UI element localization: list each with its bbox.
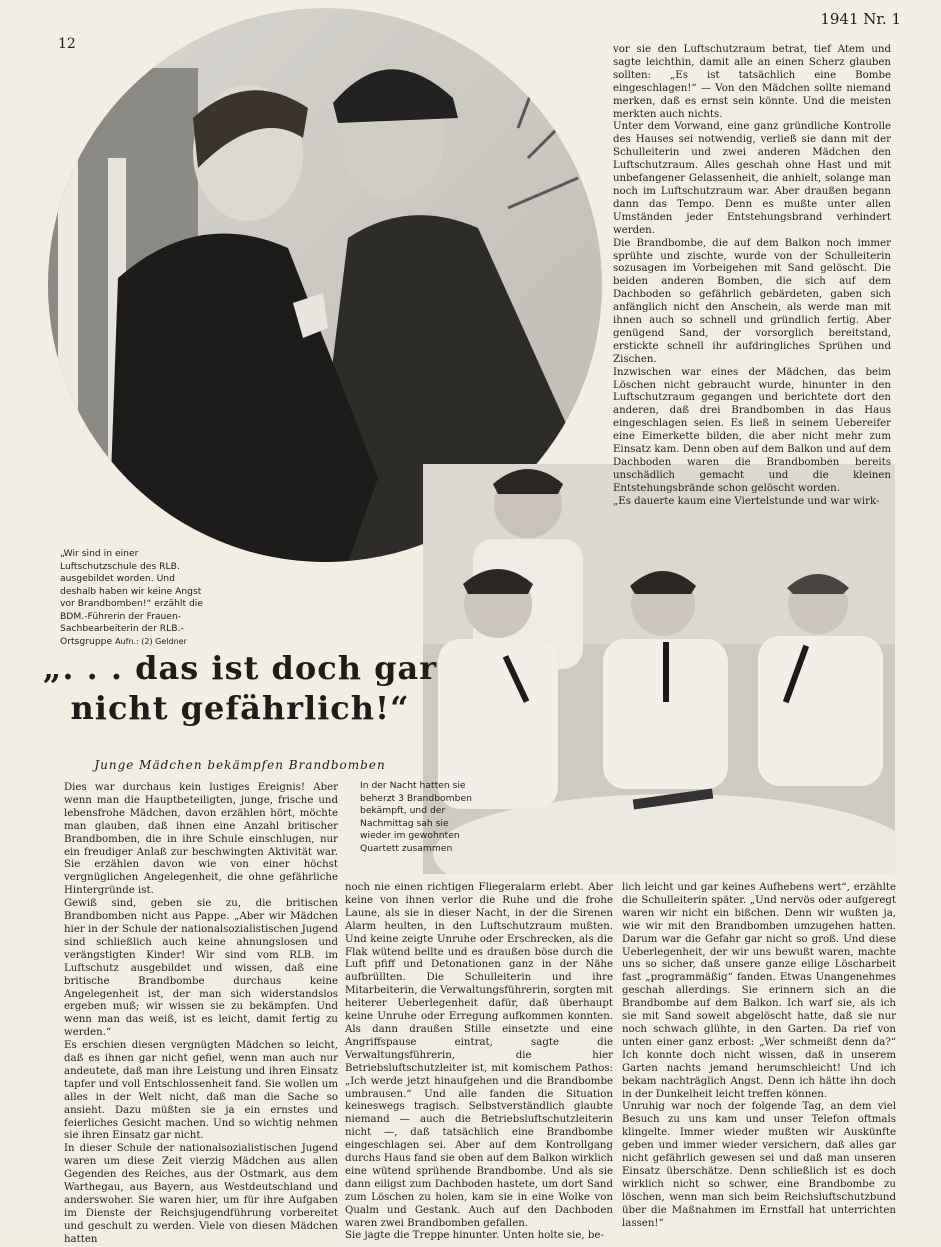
headline-line-2: nicht gefährlich!“ [70, 689, 410, 727]
subtitle: Junge Mädchen bekämpfen Brandbomben [94, 758, 386, 772]
paragraph: lich leicht und gar keines Aufhebens wert“, erzählte die Schulleiterin später. „Und nervös oder aufgeregt waren wir nicht ein bißchen. Denn wir wußten ja, wie wir mit den Brandbomben umzugehen hatten. Darum war die Gefahr gar nicht so groß. Und diese Ueberlegenheit, der wir uns bewußt waren, machte uns so sicher, daß unsere ganze eilige Löscharbeit fast „programmäßig“ fanden. Etwas Unangenehmes geschah allerdings. Sie erinnern sich an die Brandbombe auf dem Balkon. Ich warf sie, als ich sie mit Sand soweit abgelöscht hatte, daß sie nur noch schwach glühte, in den Garten. Da rief von unten einer ganz erbost: „Wer schmeißt denn da?“ Ich konnte doch nicht wissen, daß in unserem Garten nachts jemand herumschleicht! Und ich bekam nachträglich Angst. Denn ich hätte ihn doch in der Dunkelheit leicht treffen können. [622, 882, 896, 1100]
column-1 [64, 782, 338, 1247]
paragraph: Es erschien diesen vergnügten Mädchen so leicht, daß es ihnen gar nicht gefiel, wenn man auch nur andeutete, daß man ihre Leistung und ihren Einsatz tapfer und voll Entschlossenheit fand. Sie wollen um alles in der Welt nicht, daß man die Sache so ansieht. Dazu müßten sie ja ein ernstes und feierliches Gesicht machen. Und so wichtig nehmen sie ihren Einsatz gar nicht. [64, 1040, 338, 1142]
paragraph: Unruhig war noch der folgende Tag, an dem viel Besuch zu uns kam und unser Telefon oftmals klingelte. Immer wieder mußten wir Auskünfte geben und immer wieder versichern, daß alles gar nicht gefährlich gewesen sei und daß man unseren Einsatz überschätze. Denn schließlich ist es doch wirklich nicht so schwer, eine Brandbombe zu löschen, wenn man sich beim Reichsluftschutzbund über die Maßnahmen im Ernstfall hat unterrichten lassen!“ [622, 1101, 896, 1229]
photo-recorder-quartet [423, 464, 895, 874]
paragraph: noch nie einen richtigen Fliegeralarm erlebt. Aber keine von ihnen verlor die Ruhe und die frohe Laune, als sie in dieser Nacht, in der die Sirenen Alarm heulten, in den Luftschutzraum mußten. Und keine zeigte Unruhe oder Erschrecken, als die Flak wütend bellte und es draußen böse durch die Luft pfiff und Detonationen ganz in der Nähe aufbrüllten. Die Schulleiterin und ihre Mitarbeiterin, die Verwaltungsführerin, sorgten mit heiterer Ueberlegenheit dafür, daß überhaupt keine Unruhe oder Erregung aufkommen konnten. Als dann draußen Stille einsetzte und eine Angriffspause eintrat, sagte die Verwaltungsführerin, die hier Betriebsluftschutzleiter ist, mit komischem Pathos: „Ich werde jetzt hinaufgehen und die Brandbombe umbrausen.“ Und alle fanden die Situation keineswegs tragisch. Selbstverständlich glaubte niemand — auch die Betriebsluftschutzleiterin nicht —, daß tatsächlich eine Brandbombe eingeschlagen sei. Aber auf dem Kontrollgang durchs Haus fand sie oben auf dem Balkon wirklich eine wütend sprühende Brandbombe. Und als sie dann eiligst zum Dachboden hastete, um dort Sand zum Löschen zu holen, kam sie in eine Wolke von Qualm und Gestank. Auch auf den Dachboden waren zwei Brandbomben gefallen. [345, 882, 613, 1229]
paragraph: Sie jagte die Treppe hinunter. Unten holte sie, be- [345, 1230, 604, 1242]
paragraph: Dies war durchaus kein lustiges Ereignis! Aber wenn man die Hauptbeteiligten, junge, frische und lebensfrohe Mädchen, davon erzählen hört, möchte man glauben, daß ihnen eine Anzahl britischer Brandbomben, die in ihre Schule einschlugen, nur ein freudiger Anlaß zur beschwingten Aktivität war. Sie erzählen davon wie von einer höchst vergnüglichen Angelegenheit, die ohne gefährliche Hintergründe ist. [64, 782, 338, 897]
paragraph: Gewiß sind, geben sie zu, die britischen Brandbomben nicht aus Pappe. „Aber wir Mädchen hier in der Schule der nationalsozialistischen Jugend sind schließlich auch keine ahnungslosen und verängstigten Kinder! Wir sind vom RLB. im Luftschutz ausgebildet und wissen, daß eine britische Brandbombe durchaus keine Angelegenheit ist, der man sich widerstandslos ergeben muß; wir wissen sie zu bekämpfen. Und wenn man das weiß, ist es leicht, damit fertig zu werden.“ [64, 898, 338, 1039]
paragraph: Die Brandbombe, die auf dem Balkon noch immer sprühte und zischte, wurde von der Schulleiterin sozusagen im Vorbeigehen mit Sand gelöscht. Die beiden anderen Bomben, die sich auf dem Dachboden so gefährlich gebärdeten, gaben sich anfänglich nicht den Anschein, als werde man mit ihnen auch so schnell und gründlich fertig. Aber genügend Sand, der vorsorglich bereitstand, erstickte schnell ihr aufdringliches Sprühen und Zischen. [613, 237, 891, 365]
paragraph: vor sie den Luftschutzraum betrat, tief Atem und sagte leichthin, damit alle an einen Scherz glauben sollten: „Es ist tatsächlich eine Bombe eingeschlagen!“ — Von den Mädchen sollte niemand merken, daß es ernst sein könnte. Und die meisten merkten auch nichts. [613, 44, 891, 120]
headline-line-1: „. . . das ist doch gar [42, 649, 438, 687]
photo-recorder-quartet-graphic [423, 464, 895, 874]
paragraph: In dieser Schule der nationalsozialistischen Jugend waren um diese Zeit vierzig Mädchen aus allen Gegenden des Reiches, aus der Ostmark, aus dem Warthegau, aus Bayern, aus Westdeutschland und anderswoher. Sie waren hier, um für ihre Aufgaben im Dienste der Reichsjugendführung vorbereitet und geschult zu werden. Viele von diesen Mädchen hatten [64, 1143, 338, 1245]
column-3 [622, 882, 896, 1230]
caption-women-text: „Wir sind in einer Luftschutzschule des RLB. ausgebildet worden. Und deshalb haben wir keine Angst vor Brandbomben!“ erzählt die BDM.-Führerin der Frauen-Sachbearbeiterin der RLB.-Ortsgruppe [60, 548, 204, 647]
photo-caption-women [60, 548, 208, 648]
paragraph: Inzwischen war eines der Mädchen, das beim Löschen nicht gebraucht wurde, hinunter in den Luftschutzraum gegangen und berichtete dort den anderen, daß drei Brandbomben in das Haus eingeschlagen seien. Es ließ in seinem Uebereifer eine Eimerkette bilden, die aber nicht mehr zum Einsatz kam. Denn oben auf dem Balkon und auf dem Dachboden waren die Brandbomben bereits unschädlich gemacht und die kleinen Entstehungsbrände schon gelöscht worden. [613, 366, 891, 494]
column-top-right [613, 44, 891, 509]
paragraph: Unter dem Vorwand, eine ganz gründliche Kontrolle des Hauses sei notwendig, verließ sie dann mit der Schulleiterin und zwei anderen Mädchen den Luftschutzraum. Alles geschah ohne Hast und mit unbefangener Gelassenheit, die anhielt, solange man noch im Luftschutzraum war. Aber draußen begann dann das Tempo. Denn es mußte unter allen Umständen jeder Entstehungsbrand verhindert werden. [613, 121, 891, 236]
photo-caption-quartet: In der Nacht hatten sie beherzt 3 Brandbomben bekämpft, und der Nachmittag sah sie wieder im gewohnten Quartett zusammen [360, 780, 472, 854]
page-number: 12 [58, 36, 76, 52]
headline [40, 648, 440, 728]
column-2 [345, 882, 613, 1243]
paragraph: „Es dauerte kaum eine Viertelstunde und war wirk- [613, 495, 880, 507]
issue-label: 1941 Nr. 1 [820, 10, 901, 28]
photo-credit: Aufn.: (2) Geldner [115, 636, 187, 646]
